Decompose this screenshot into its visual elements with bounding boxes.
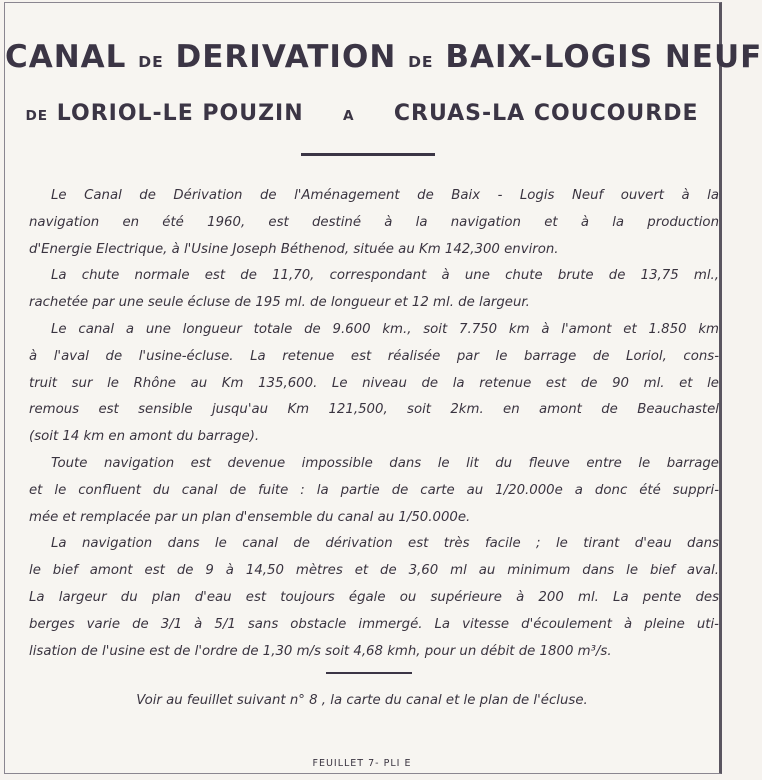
text-line: Toute navigation est devenue impossible dans le lit du fleuve entre le barrage: [51, 455, 719, 471]
paragraph: [29, 317, 719, 451]
title-word-a: A: [342, 108, 355, 124]
see-next-sheet-note: Voir au feuillet suivant n° 8 , la carte du canal et le plan de l'écluse.: [136, 693, 588, 708]
title-word-de: DE: [408, 53, 434, 71]
text-line: et le confluent du canal de fuite : la partie de carte au 1/20.000e a donc été suppri-: [29, 482, 719, 498]
document-title-line-1: [5, 39, 762, 75]
sheet-footer-label: FEUILLET 7- PLI E: [312, 758, 412, 769]
text-line: à l'aval de l'usine-écluse. La retenue est réalisée par le barrage de Loriol, cons-: [29, 348, 719, 364]
document-title-line-2: [5, 101, 719, 126]
text-line: La largeur du plan d'eau est toujours égale ou supérieure à 200 ml. La pente des: [29, 589, 719, 605]
title-word-derivation: DERIVATION: [175, 39, 397, 75]
text-line: rachetée par une seule écluse de 195 ml. de longueur et 12 ml. de largeur.: [29, 295, 530, 311]
paragraph: [29, 451, 719, 531]
title-word-loriol-le-pouzin: LORIOL-LE POUZIN: [56, 101, 304, 126]
paragraph: [29, 183, 719, 263]
text-line: d'Energie Electrique, à l'Usine Joseph Béthenod, située au Km 142,300 environ.: [29, 241, 559, 257]
title-divider: [301, 153, 435, 156]
title-word-canal: CANAL: [5, 39, 127, 75]
section-divider: [326, 672, 412, 674]
document-sheet: [4, 2, 762, 774]
document-body: [29, 183, 719, 665]
text-line: berges varie de 3/1 à 5/1 sans obstacle immergé. La vitesse d'écoulement à pleine uti-: [29, 616, 719, 632]
title-word-cruas-la-coucourde: CRUAS-LA COUCOURDE: [393, 101, 699, 126]
text-line: Le canal a une longueur totale de 9.600 km., soit 7.750 km à l'amont et 1.850 km: [51, 321, 719, 337]
paragraph: [29, 531, 719, 665]
text-line: remous est sensible jusqu'au Km 121,500, soit 2km. en amont de Beauchastel: [29, 402, 719, 418]
text-line: La navigation dans le canal de dérivation est très facile ; le tirant d'eau dans: [51, 536, 719, 552]
text-line: truit sur le Rhône au Km 135,600. Le niveau de la retenue est de 90 ml. et le: [29, 375, 719, 391]
text-line: (soit 14 km en amont du barrage).: [29, 429, 260, 445]
text-line: le bief amont est de 9 à 14,50 mètres et de 3,60 ml au minimum dans le bief aval.: [29, 563, 719, 579]
title-word-de: DE: [138, 53, 164, 71]
title-word-baix-logis-neuf: BAIX-LOGIS NEUF: [445, 39, 762, 75]
title-word-de: DE: [25, 108, 49, 124]
paragraph: [29, 263, 719, 317]
text-line: La chute normale est de 11,70, correspondant à une chute brute de 13,75 ml.,: [51, 268, 719, 284]
text-line: lisation de l'usine est de l'ordre de 1,30 m/s soit 4,68 kmh, pour un débit de 1800 m³/s.: [29, 643, 612, 659]
text-line: navigation en été 1960, est destiné à la navigation et à la production: [29, 214, 719, 230]
text-line: Le Canal de Dérivation de l'Aménagement de Baix - Logis Neuf ouvert à la: [51, 188, 719, 203]
text-line: mée et remplacée par un plan d'ensemble du canal au 1/50.000e.: [29, 509, 471, 525]
